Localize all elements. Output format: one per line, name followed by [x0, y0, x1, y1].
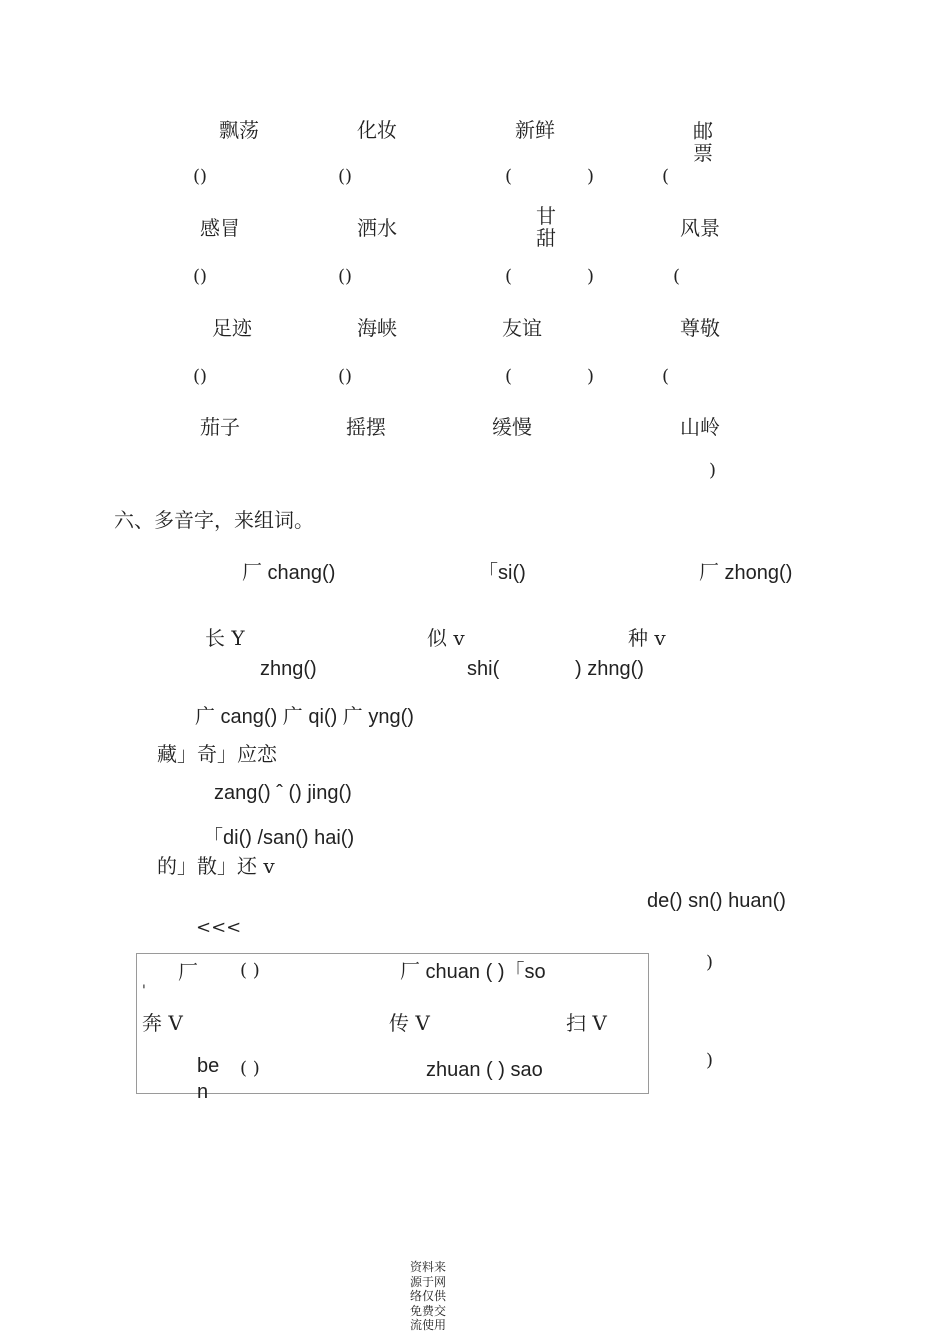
word-r2-3: 甘甜 [536, 204, 556, 250]
boxed-r1-b: ( ) [240, 960, 260, 981]
paren-r2-4-open: ( [673, 266, 681, 287]
paren-r2-3-open: ( [505, 266, 513, 287]
word-r4-2: 摇摆 [346, 415, 386, 439]
word-r1-1: 飘荡 [219, 118, 259, 142]
poly-l3-b: shi( [467, 658, 500, 680]
poly-l2-c: 种 v [628, 626, 666, 650]
poly-l2-a: 长 Y [205, 626, 245, 650]
word-r2-4: 风景 [680, 216, 720, 240]
word-r4-3: 缓慢 [492, 415, 532, 439]
boxed-r2-c: 扫 V [566, 1011, 607, 1035]
paren-r3-4-open: ( [662, 366, 670, 387]
word-r4-4: 山岭 [680, 415, 720, 439]
poly-l2-b: 似 v [427, 626, 465, 650]
poly-l4: 广 cang() 广 qi() 广 yng() [195, 706, 414, 728]
poly-l1-b: 「si() [478, 562, 526, 584]
boxed-r1-a: 厂 [178, 960, 198, 984]
poly-l5: 藏」奇」应恋 [157, 742, 277, 766]
boxed-r3-c: zhuan ( ) sao [426, 1059, 543, 1081]
word-r1-2: 化妆 [357, 118, 397, 142]
paren-r2-1: () [193, 266, 208, 287]
poly-l3-c: ) zhng() [575, 658, 644, 680]
word-r3-1: 足迹 [212, 316, 252, 340]
paren-r3-3-close: ) [587, 366, 595, 387]
word-r3-3: 友谊 [502, 316, 542, 340]
paren-r3-1: () [193, 366, 208, 387]
paren-r3-3-open: ( [505, 366, 513, 387]
poly-l7: 「di() /san() hai() [203, 827, 355, 849]
boxed-r3-a: ben [197, 1055, 220, 1103]
footer-note: 资料来源于网络仅供免费交流使用 [409, 1260, 446, 1332]
poly-l9: de() sn() huan() [647, 890, 786, 912]
paren-r1-3-open: ( [505, 166, 513, 187]
poly-l1-c: 厂 zhong() [699, 562, 793, 584]
poly-l3-a: zhng() [260, 658, 317, 680]
poly-l1-a: 厂 chang() [242, 562, 336, 584]
word-r2-1: 感冒 [200, 216, 240, 240]
word-r2-2: 洒水 [357, 216, 397, 240]
boxed-r3-b: ( ) [240, 1058, 260, 1079]
word-r3-2: 海峡 [357, 316, 397, 340]
paren-r4-close: ) [709, 460, 717, 481]
boxed-r1-c: 厂 chuan ( )「so [400, 961, 546, 983]
poly-l8: 的」散」还 v [157, 854, 275, 878]
poly-l6: zang() ˆ () jing() [214, 782, 352, 804]
paren-r3-2: () [338, 366, 353, 387]
poly-r2: ) [706, 1050, 714, 1071]
paren-r1-2: () [338, 166, 353, 187]
section-title: 六、多音字，来组词。 [114, 508, 314, 532]
paren-r2-2: () [338, 266, 353, 287]
paren-r1-3-close: ) [587, 166, 595, 187]
paren-r1-4-open: ( [662, 166, 670, 187]
boxed-r2-b: 传 V [389, 1011, 430, 1035]
word-r4-1: 茄子 [200, 415, 240, 439]
boxed-r2-a: 奔 V [142, 1011, 183, 1035]
paren-r2-3-close: ) [587, 266, 595, 287]
poly-r1: ) [706, 952, 714, 973]
word-r1-3: 新鲜 [515, 118, 555, 142]
word-r3-4: 尊敬 [680, 316, 720, 340]
boxed-tick: ' [142, 983, 146, 999]
paren-r1-1: () [193, 166, 208, 187]
poly-l10: <<< [196, 917, 242, 938]
word-r1-4: 邮票 [693, 119, 713, 165]
